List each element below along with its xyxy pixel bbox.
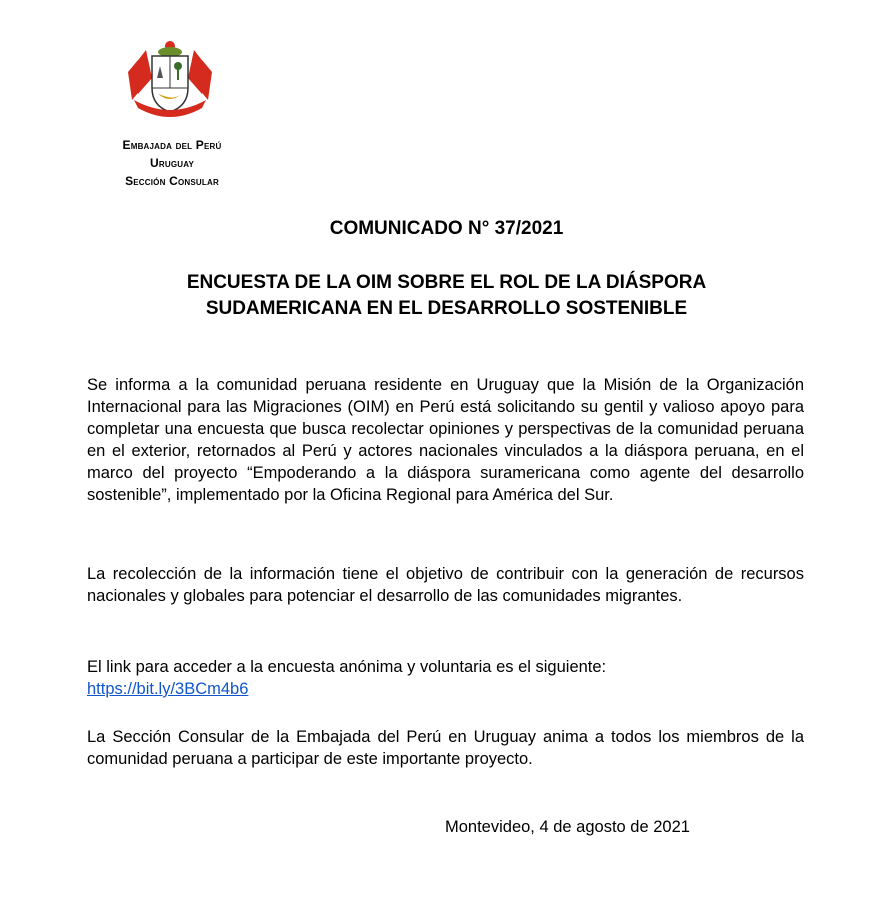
embassy-header [92,136,252,190]
document-subject [0,270,893,322]
paragraph-intro-text: Se informa a la comunidad peruana residente en Uruguay que la Misión de la Organización Internacional para las Migraciones (OIM) en Perú está solicitando su gentil y valioso apoyo para completar una encuesta que busca recolectar opiniones y perspectivas de la comunidad peruana en el exterior, retornados al Perú y actores nacionales vinculados a la diáspora peruana, en el marco del proyecto “Empoderando a la diáspora suramericana como agente del desarrollo sostenible”, implementado por la Oficina Regional para América del Sur. [87,376,804,504]
paragraph-intro [87,374,804,506]
paragraph-link-text: El link para acceder a la encuesta anónima y voluntaria es el siguiente: [87,658,607,676]
paragraph-objective [87,563,804,607]
paragraph-objective-text: La recolección de la información tiene el objetivo de contribuir con la generación de recursos nacionales y globales para potenciar el desarrollo de las comunidades migrantes. [87,565,804,605]
communique-number: COMUNICADO N° 37/2021 [329,218,564,239]
paragraph-closing [87,726,804,770]
org-name: Embajada del Perú [122,138,222,152]
place-and-date: Montevideo, 4 de agosto de 2021 [445,818,690,836]
coat-of-arms-of-peru-icon [124,38,216,128]
subject-line-2: SUDAMERICANA EN EL DESARROLLO SOSTENIBLE [205,298,688,319]
paragraph-closing-text: La Sección Consular de la Embajada del Perú en Uruguay anima a todos los miembros de la comunidad peruana a participar de este importante proyecto. [87,728,804,768]
survey-link[interactable]: https://bit.ly/3BCm4b6 [87,680,249,698]
org-section: Sección Consular [125,174,219,188]
paragraph-link [87,656,804,700]
subject-line-1: ENCUESTA DE LA OIM SOBRE EL ROL DE LA DIÁSPORA [186,272,707,293]
org-country: Uruguay [150,156,194,170]
